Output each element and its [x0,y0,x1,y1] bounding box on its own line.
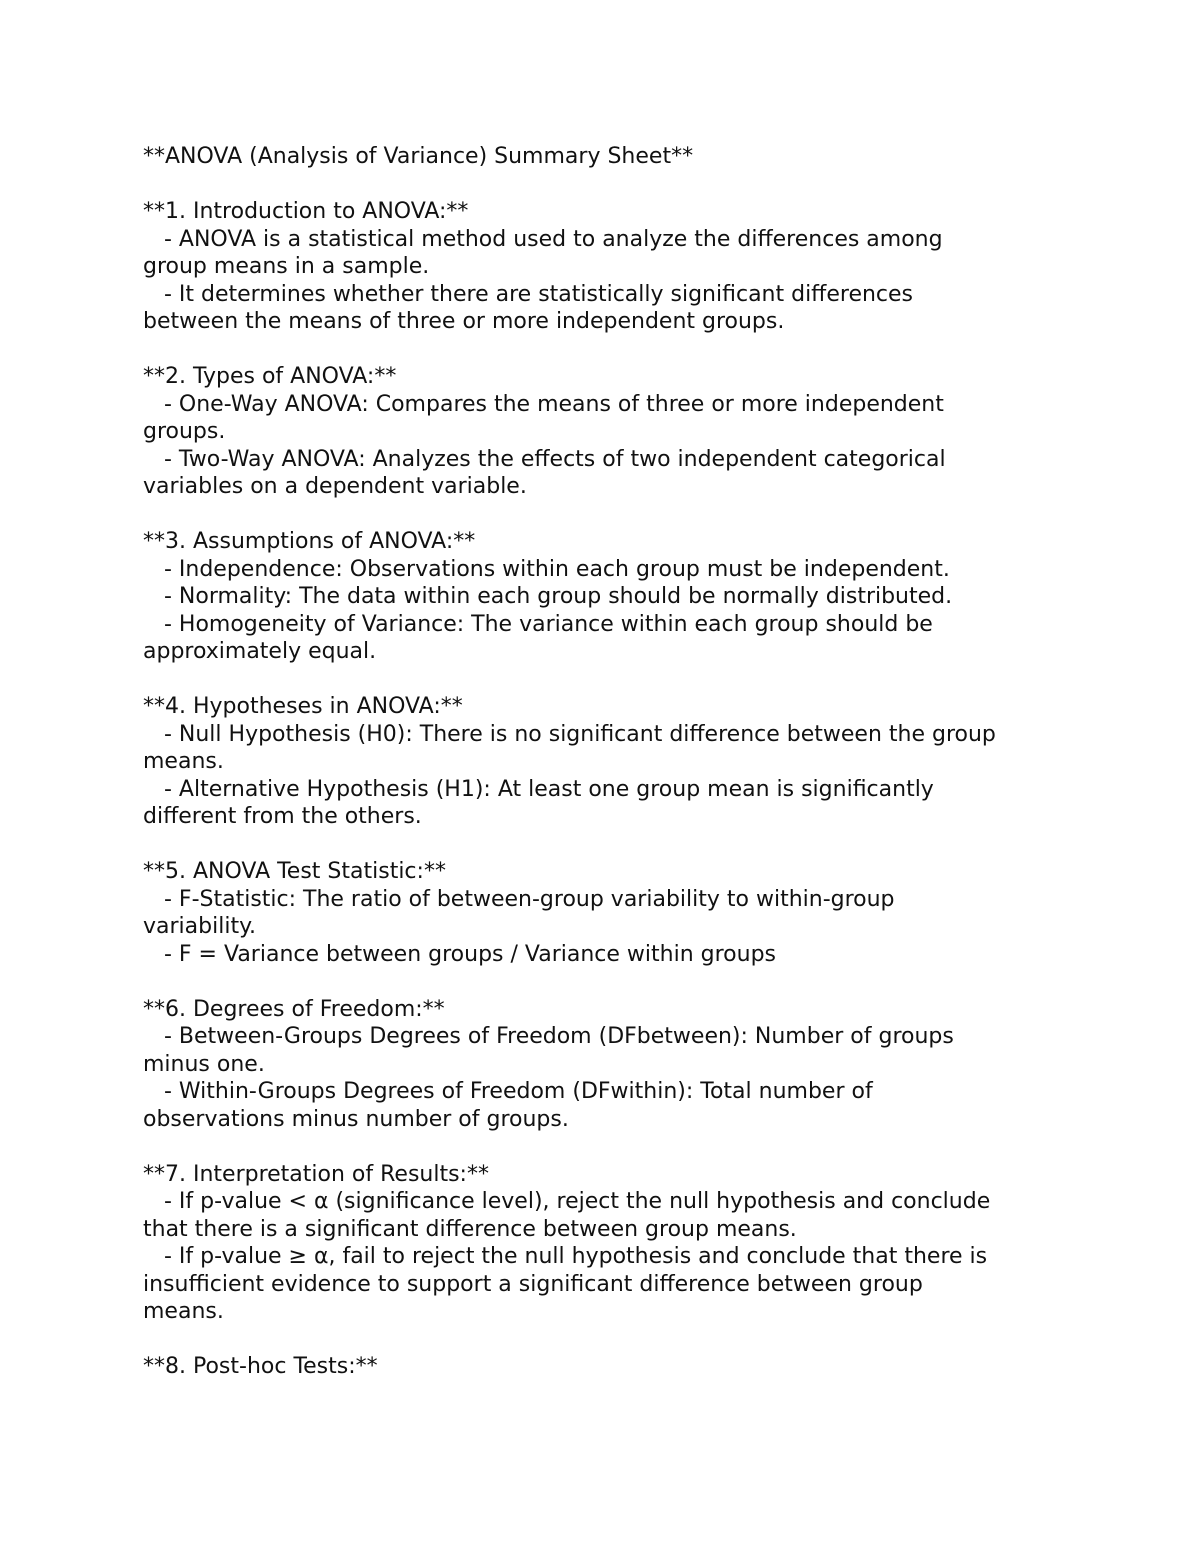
blank-line [143,666,1083,694]
section-line: - Within-Groups Degrees of Freedom (DFwithin): Total number of [143,1079,873,1104]
section-line: approximately equal. [143,639,377,664]
section-line: means. [143,1299,224,1324]
blank-line [143,831,1083,859]
section-line: minus one. [143,1051,265,1077]
section-heading: **8. Post-hoc Tests:** [143,1354,378,1379]
section-introduction [143,198,1083,336]
blank-line [143,171,1083,199]
section-assumptions [143,528,1083,666]
section-line: - Homogeneity of Variance: The variance within each group should be [143,611,933,637]
section-line: different from the others. [143,804,422,829]
blank-line [143,1326,1083,1354]
section-degrees-of-freedom [143,996,1083,1134]
blank-line [143,968,1083,996]
section-line: insufficient evidence to support a significant difference between group [143,1271,923,1297]
section-line: - Null Hypothesis (H0): There is no significant difference between the group [143,721,996,747]
section-line: group means in a sample. [143,254,430,279]
section-heading: **6. Degrees of Freedom:** [143,996,445,1022]
section-heading: **1. Introduction to ANOVA:** [143,199,469,224]
section-line: - ANOVA is a statistical method used to analyze the differences among [143,226,943,252]
blank-line [143,501,1083,529]
section-line: observations minus number of groups. [143,1106,569,1132]
section-test-statistic [143,858,1083,968]
section-heading: **3. Assumptions of ANOVA:** [143,529,476,554]
section-heading: **2. Types of ANOVA:** [143,364,397,389]
section-line: - Between-Groups Degrees of Freedom (DFbetween): Number of groups [143,1024,954,1049]
section-hypotheses [143,693,1083,831]
section-line: - One-Way ANOVA: Compares the means of three or more independent [143,391,944,417]
section-line: - Normality: The data within each group should be normally distributed. [143,584,953,609]
section-line: - F-Statistic: The ratio of between-group variability to within-group [143,886,895,912]
section-line: between the means of three or more independent groups. [143,309,785,334]
section-line: that there is a significant difference between group means. [143,1216,797,1242]
blank-line [143,336,1083,364]
section-heading: **7. Interpretation of Results:** [143,1161,489,1187]
section-line: - Alternative Hypothesis (H1): At least one group mean is significantly [143,776,934,802]
document-body [143,143,1083,1381]
section-interpretation [143,1161,1083,1326]
section-line: variables on a dependent variable. [143,474,527,499]
section-post-hoc [143,1353,1083,1381]
section-line: - Independence: Observations within each group must be independent. [143,556,950,582]
section-line: means. [143,749,224,774]
section-line: - Two-Way ANOVA: Analyzes the effects of two independent categorical [143,446,946,472]
section-line: variability. [143,914,256,939]
document-title: **ANOVA (Analysis of Variance) Summary Sheet** [143,144,694,169]
section-line: - If p-value ≥ α, fail to reject the null hypothesis and conclude that there is [143,1244,988,1269]
section-line: - If p-value < α (significance level), reject the null hypothesis and conclude [143,1189,991,1214]
section-heading: **5. ANOVA Test Statistic:** [143,859,446,884]
section-line: - It determines whether there are statistically significant differences [143,281,914,307]
section-line: - F = Variance between groups / Variance within groups [143,941,777,967]
section-heading: **4. Hypotheses in ANOVA:** [143,694,463,719]
section-line: groups. [143,419,226,444]
section-types [143,363,1083,501]
blank-line [143,1133,1083,1161]
